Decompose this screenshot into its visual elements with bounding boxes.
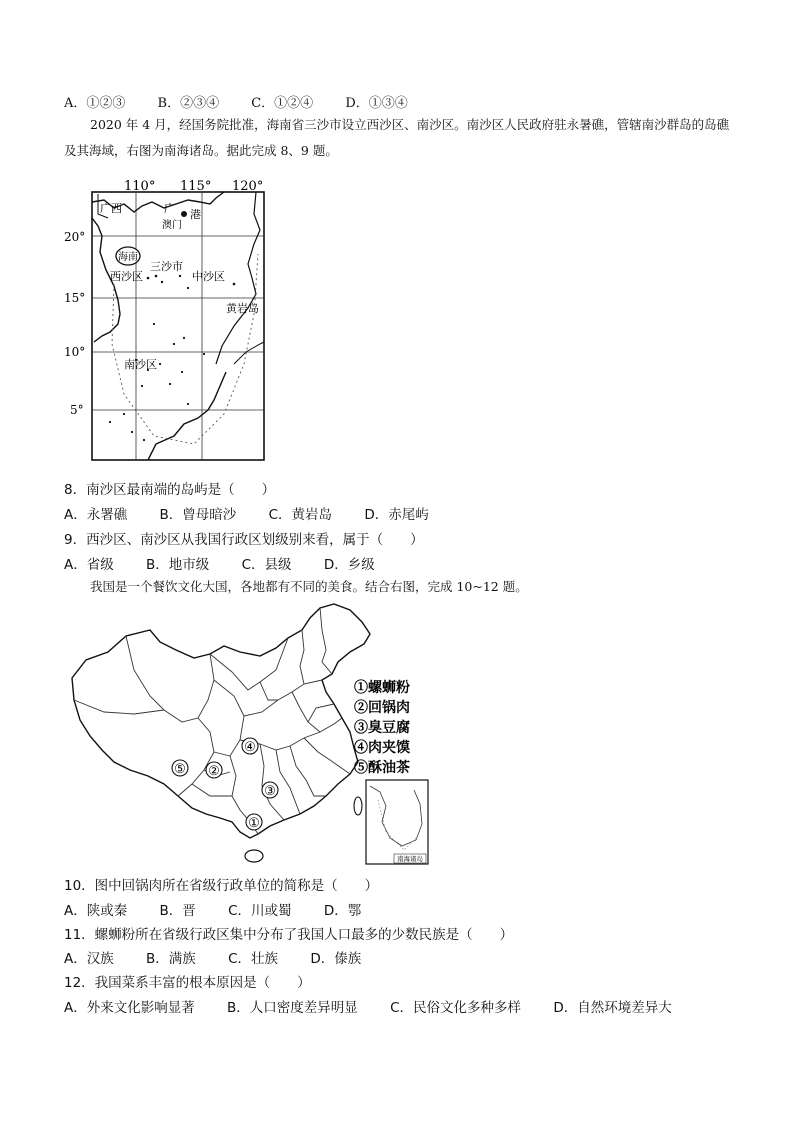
q11-stem: 11．螺蛳粉所在省级行政区集中分布了我国人口最多的少数民族是（ ） bbox=[64, 927, 514, 943]
q10-option-c[interactable]: C．川或蜀 bbox=[228, 903, 292, 919]
q11-option-d[interactable]: D．傣族 bbox=[310, 951, 362, 967]
label-xianggang: 港 bbox=[190, 208, 201, 221]
label-nansha: 南沙区 bbox=[124, 358, 157, 371]
q7-option-c[interactable]: C．①②④ bbox=[251, 96, 314, 111]
marker-5 bbox=[172, 760, 188, 777]
q10-options bbox=[64, 899, 389, 919]
q10-option-b[interactable]: B．晋 bbox=[159, 903, 196, 919]
lat-5: 5° bbox=[70, 403, 84, 417]
marker-2 bbox=[206, 762, 222, 779]
q9-option-c[interactable]: C．县级 bbox=[241, 557, 292, 573]
q8-options bbox=[64, 503, 457, 523]
hongkong-dot bbox=[181, 211, 187, 217]
q7-option-d[interactable]: D．①③④ bbox=[345, 96, 408, 111]
label-guang: 广 bbox=[164, 202, 175, 215]
q9-option-b[interactable]: B．地市级 bbox=[146, 557, 210, 573]
marker-1 bbox=[246, 814, 262, 831]
china-food-map bbox=[64, 600, 444, 870]
svg-text:⑤: ⑤ bbox=[174, 762, 186, 777]
legend-item-roujiamo: ④肉夹馍 bbox=[354, 740, 410, 756]
south-china-sea-map bbox=[64, 174, 274, 470]
lon-115: 115° bbox=[180, 179, 212, 194]
lat-20: 20° bbox=[64, 230, 86, 244]
q12-option-a[interactable]: A．外来文化影响显著 bbox=[64, 1000, 195, 1016]
q11-option-b[interactable]: B．满族 bbox=[146, 951, 196, 967]
hainan-island bbox=[245, 850, 263, 862]
q9-option-a[interactable]: A．省级 bbox=[64, 557, 114, 573]
q10-option-a[interactable]: A．陕或秦 bbox=[64, 903, 128, 919]
q8-option-a[interactable]: A．永署礁 bbox=[64, 507, 128, 523]
label-huangyan: 黄岩岛 bbox=[226, 302, 259, 315]
intro-8-9: 2020 年 4 月，经国务院批准，海南省三沙市设立西沙区、南沙区。南沙区人民政府驻永暑礁，管辖南沙群岛的岛礁及其海域，右图为南海诸岛。据此完成 8、9 题。 bbox=[64, 117, 730, 158]
q10-stem: 10．图中回锅肉所在省级行政单位的简称是（ ） bbox=[64, 878, 379, 894]
q7-options bbox=[64, 92, 436, 111]
lat-10: 10° bbox=[64, 345, 86, 359]
label-zhongsha: 中沙区 bbox=[192, 270, 225, 283]
q7-option-b[interactable]: B．②③④ bbox=[157, 96, 220, 111]
label-sansha: 三沙市 bbox=[150, 260, 183, 273]
q8-stem: 8．南沙区最南端的岛屿是（ ） bbox=[64, 482, 276, 498]
legend-item-luosifen: ①螺蛳粉 bbox=[354, 680, 410, 696]
lat-15: 15° bbox=[64, 291, 86, 305]
legend-item-suyoucha: ⑤酥油茶 bbox=[354, 760, 410, 776]
q8-option-d[interactable]: D．赤尾屿 bbox=[364, 507, 429, 523]
q12-options bbox=[64, 996, 700, 1016]
q8-option-c[interactable]: C．黄岩岛 bbox=[268, 507, 333, 523]
legend-item-choudoufu: ③臭豆腐 bbox=[354, 720, 410, 736]
label-guangxi: 广西 bbox=[100, 202, 122, 215]
svg-text:①: ① bbox=[248, 816, 260, 831]
q8-option-b[interactable]: B．曾母暗沙 bbox=[159, 507, 237, 523]
q12-stem: 12．我国菜系丰富的根本原因是（ ） bbox=[64, 975, 311, 991]
q9-option-d[interactable]: D．乡级 bbox=[323, 557, 375, 573]
marker-3 bbox=[262, 782, 278, 799]
label-hainan: 海南 bbox=[118, 252, 138, 263]
intro-10-12: 我国是一个餐饮文化大国，各地都有不同的美食。结合右图，完成 10~12 题。 bbox=[90, 579, 528, 594]
lon-110: 110° bbox=[124, 179, 156, 194]
food-legend bbox=[354, 679, 410, 776]
q9-stem: 9．西沙区、南沙区从我国行政区划级别来看，属于（ ） bbox=[64, 532, 424, 548]
q11-options bbox=[64, 947, 389, 967]
q11-option-c[interactable]: C．壮族 bbox=[228, 951, 279, 967]
china-outline bbox=[72, 604, 370, 838]
q9-options bbox=[64, 553, 403, 573]
taiwan-island bbox=[354, 797, 362, 815]
q12-option-c[interactable]: C．民俗文化多种多样 bbox=[390, 1000, 522, 1016]
south-sea-inset bbox=[366, 780, 428, 864]
label-xisha: 西沙区 bbox=[110, 270, 143, 283]
q10-option-d[interactable]: D．鄂 bbox=[323, 903, 362, 919]
svg-text:③: ③ bbox=[264, 784, 276, 799]
q12-option-d[interactable]: D．自然环境差异大 bbox=[553, 1000, 672, 1016]
legend-item-huiguorou: ②回锅肉 bbox=[354, 700, 410, 716]
lon-120: 120° bbox=[232, 179, 264, 194]
q12-option-b[interactable]: B．人口密度差异明显 bbox=[227, 1000, 358, 1016]
svg-text:②: ② bbox=[208, 764, 220, 779]
label-aomen: 澳门 bbox=[162, 220, 182, 231]
q7-option-a[interactable]: A．①②③ bbox=[64, 96, 126, 111]
svg-text:④: ④ bbox=[244, 740, 256, 755]
q11-option-a[interactable]: A．汉族 bbox=[64, 951, 114, 967]
inset-label: 南海诸岛 bbox=[397, 855, 423, 863]
marker-4 bbox=[242, 738, 258, 755]
